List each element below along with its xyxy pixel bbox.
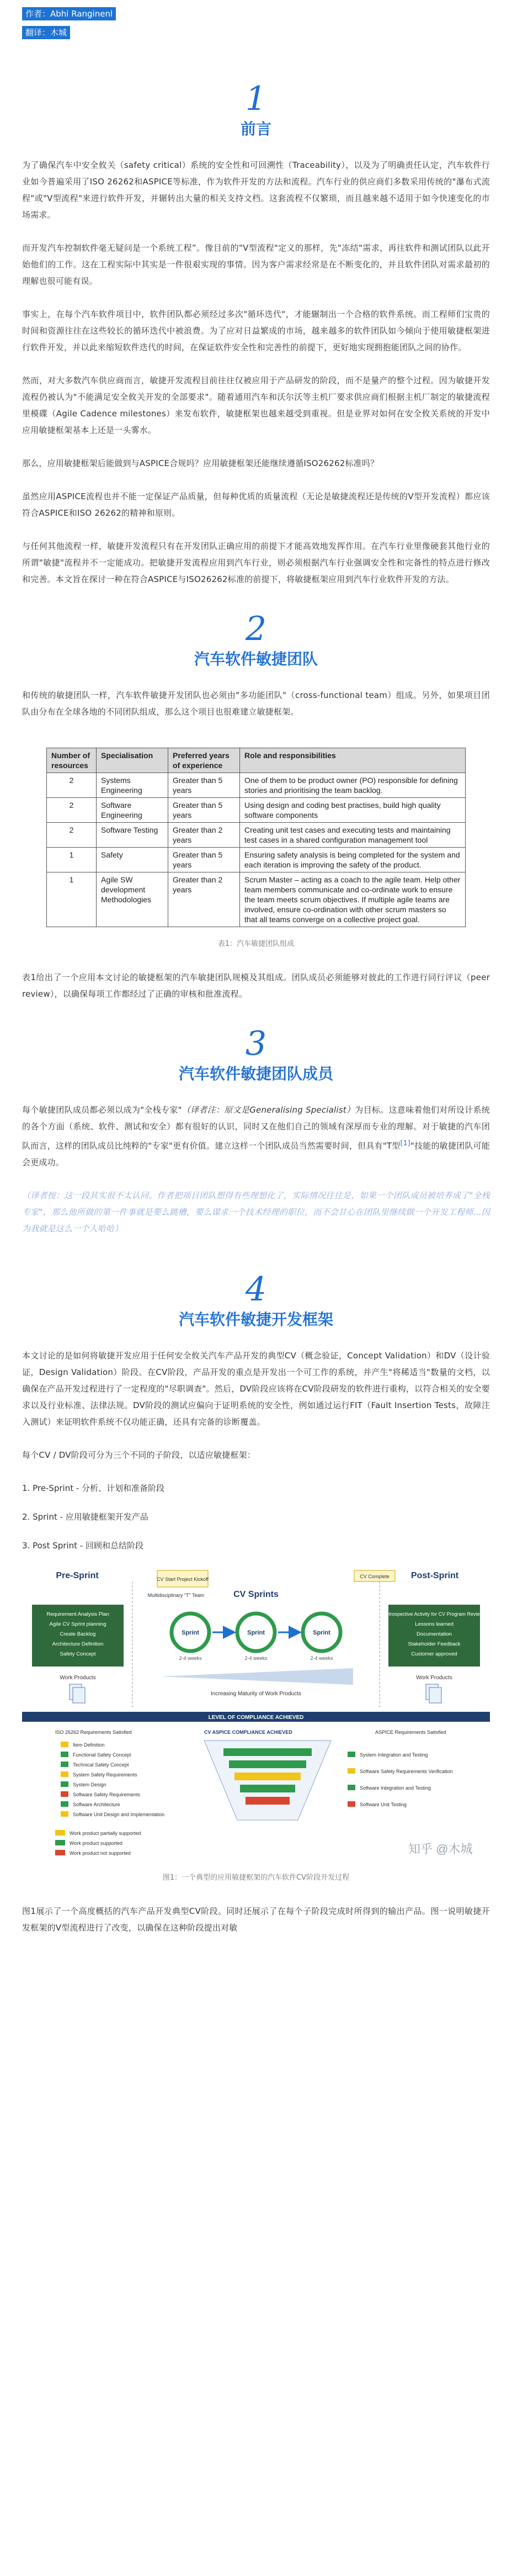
paragraph: 然而，对大多数汽车供应商而言，敏捷开发流程目前往往仅被应用于产品研发的阶段，而不是量产的整个过程。因为敏捷开发流程仍被认为"不能满足安全攸关开发的全部要求"。随着通用汽车和沃尔沃等主机厂要求供应商们根据主机厂制定的敏捷流程里模碟（Agile Cadence milestones）来发布软件，敏捷框架也越来越受到重视。但是业界对如何在安全攸关系统的开发中应用敏捷框架基本上还是一头雾水。 — [22, 375, 490, 435]
sprint-duration: 2-4 weeks — [310, 1655, 333, 1661]
checklist-item: Software Safety Requirements Verification — [360, 1769, 453, 1774]
checklist-item: Software Architecture — [73, 1802, 120, 1807]
post-sprint-item: Documentation — [417, 1631, 452, 1637]
status-swatch — [61, 1742, 68, 1747]
paragraph — [22, 1102, 490, 1171]
legend-swatch — [55, 1850, 65, 1855]
table-cell: 2 — [47, 773, 97, 798]
checklist-item: Software Safety Requirements — [73, 1792, 141, 1797]
work-products-label: Work Products — [60, 1675, 96, 1681]
section-title: 汽车软件敏捷团队成员 — [178, 1065, 333, 1083]
table-cell: Creating unit test cases and executing tests and maintaining test cases in a shared configuration management tool — [240, 823, 466, 848]
checklist-item: System Safety Requirements — [73, 1772, 137, 1778]
pre-sprint-item: Agile CV Sprint planning — [49, 1621, 106, 1627]
pre-sprint-label: Pre-Sprint — [56, 1571, 99, 1580]
status-swatch — [348, 1801, 355, 1807]
paragraph: 本文讨论的是如何将敏捷开发应用于任何安全攸关汽车产品开发的典型CV（概念验证，Concept Validation）和DV（设计验证，Design Validation）阶段。在CV阶段，产品开发的重点是开发出一个可工作的系统，并产生"将稀适当"数量的文档，以确保在产品开发过程进行了一定程度的"尽职调查"。然后，DV阶段应该将在CV阶段研发的软件进行重构，以符合相关的安全要求以及行业标准、法律法规。DV阶段的测试应偏向于证明系统的安全性，例如通过运行FIT（Fault Insertion Tests，故障注入测试）来证明软件系统不仅功能正确，还具有完备的诊断覆盖。 — [22, 1351, 490, 1427]
checklist-item: Software Integration and Testing — [360, 1785, 431, 1791]
compliance-banner-label: LEVEL OF COMPLIANCE ACHIEVED — [208, 1715, 304, 1721]
sprint-label: Sprint — [182, 1630, 199, 1636]
post-sprint-item: Lessons learned — [415, 1621, 454, 1627]
paragraph: 图1展示了一个高度概括的汽车产品开发典型CV阶段。同时还展示了在每个子阶段完成时所得到的输出产品。图一说明敏捷开发框架的V型流程进行了改变，以确保在这种阶段提出对敏 — [22, 1906, 490, 1933]
table-cell: Greater than 2 years — [168, 823, 240, 848]
table-cell: One of them to be product owner (PO) responsible for defining stories and prioritising the team backlog. — [240, 773, 466, 798]
compliance-bar — [240, 1785, 295, 1792]
translator-line: 翻译：木城 — [22, 26, 70, 39]
translator-quote: （译者按：这一段其实很不太认同。作者把项目团队想得有些理想化了，实际情况往往是，如果一个团队成员被培养成了"全栈专家"，那么他所做的第一件事就是要么跳槽，要么谋求一个技术经理的职位，而不会甘心在团队里继续做一个开发工程师...因为我就是这么一个人哈哈） — [22, 1191, 490, 1234]
pre-sprint-item: Architecture Definition — [52, 1641, 104, 1647]
checklist-item: System Design — [73, 1782, 106, 1787]
table-cell: Greater than 2 years — [168, 872, 240, 927]
paragraph: 虽然应用ASPICE流程也并不能一定保证产品质量，但每种优质的质量流程（无论是敏捷流程还是传统的V型开发流程）都应该符合ASPICE和ISO 26262的精神和原则。 — [22, 491, 490, 518]
compliance-bar — [246, 1797, 290, 1805]
table-cell: 1 — [47, 848, 97, 872]
status-swatch — [61, 1781, 68, 1787]
sprint-duration: 2-4 weeks — [244, 1655, 268, 1661]
sprint-label: Sprint — [247, 1630, 265, 1636]
paragraph: 每个CV / DV阶段可分为三个不同的子阶段，以适应敏捷框架： — [22, 1450, 256, 1460]
paragraph: 而开发汽车控制软件毫无疑问是一个系统工程”。像目前的"V型流程"定义的那样，先"冻结"需求，再往软件和测试团队以此开始他们的工作。这在工程实际中其实是一件很艰实现的事情。因为客户需求经常是在不断变化的，并且软件团队对需求最初的理解也很可能有误。 — [22, 243, 490, 286]
team-table-figure — [22, 737, 490, 930]
table-cell: Greater than 5 years — [168, 798, 240, 823]
status-swatch — [61, 1791, 68, 1797]
section-number: 4 — [245, 1270, 267, 1309]
translator-note: （译者注：原文是Generalising Specialist） — [182, 1105, 355, 1115]
standard-label: CV ASPICE COMPLIANCE ACHIEVED — [204, 1729, 292, 1735]
paragraph-text: 每个敏捷团队成员都必须以成为"全栈专家" — [22, 1105, 182, 1115]
standard-label: ISO 26262 Requirements Satisfied — [55, 1729, 132, 1735]
legend-label: Work product supported — [70, 1840, 122, 1846]
team-composition-table — [46, 748, 466, 927]
table-caption: 表1：汽车敏捷团队组成 — [217, 940, 295, 948]
table-cell: Ensuring safety analysis is being completed for the system and each iteration is improving the safety of the product. — [240, 848, 466, 872]
legend-swatch — [55, 1830, 65, 1836]
cv-start-label: CV Start Project Kickoff — [157, 1577, 209, 1582]
author-line: 作者：Abhi Ranginenl — [22, 7, 116, 20]
section-2-header — [22, 610, 490, 670]
paragraph: 那么，应用敏捷框架后能做到与ASPICE合规吗？应用敏捷框架还能继续遵循ISO26262标准吗？ — [22, 458, 379, 468]
status-swatch — [61, 1752, 68, 1757]
section-number: 2 — [245, 610, 267, 648]
table-header-cell: Role and responsibilities — [240, 748, 466, 773]
section-number: 3 — [245, 1024, 267, 1063]
table-cell: 2 — [47, 798, 97, 823]
table-cell: Software Engineering — [97, 798, 168, 823]
table-cell: 1 — [47, 872, 97, 927]
cv-sprints-label: CV Sprints — [233, 1590, 279, 1599]
table-cell: Scrum Master – acting as a coach to the agile team. Help other team members communicate and co-ordinate work to ensure the team meets scrum objectives. If multiple agile teams are involved, ensure co-ordination with other scrum masters so that all teams converge on a collective project goal. — [240, 872, 466, 927]
list-item: 2. Sprint - 应用敏捷框架开发产品 — [22, 1512, 148, 1522]
paragraph: 为了确保汽车中安全攸关（safety critical）系统的安全性和可回溯性（Traceability），以及为了明确责任认定，汽车软件行业如今普遍采用了ISO 26262和ASPICE等标准，作为软件开发的方法和流程。汽车行业的供应商们多数采用传统的"瀑布式流程"或"V型流程"来进行软件开发，并辗转出大量的相关支持文档。这套流程不仅繁琐，而且越来越不适用于如今快速变化的市场需求。 — [22, 160, 490, 220]
document-stack-icon — [73, 1688, 85, 1703]
table-row — [47, 773, 466, 798]
footnote-link[interactable]: [1] — [400, 1139, 410, 1147]
list-item: 1. Pre-Sprint - 分析、计划和准备阶段 — [22, 1483, 165, 1493]
cv-complete-label: CV Complete — [360, 1574, 390, 1579]
compliance-bar — [234, 1773, 301, 1780]
status-swatch — [61, 1771, 68, 1777]
compliance-bar — [223, 1748, 312, 1756]
cv-phase-diagram — [22, 1566, 490, 1864]
table-cell: 2 — [47, 823, 97, 848]
team-label: Multidisciplinary "T" Team — [147, 1593, 204, 1598]
standard-label: ASPICE Requirements Satisfied — [375, 1729, 446, 1735]
legend-label: Work product not supported — [70, 1850, 131, 1856]
work-products-label: Work Products — [416, 1675, 452, 1681]
table-cell: Safety — [97, 848, 168, 872]
post-sprint-item: Customer approved — [411, 1651, 457, 1657]
paragraph: 事实上，在每个汽车软件项目中，软件团队都必须经过多次"循环迭代"，才能辗制出一个合格的软件系统。而工程师们宝贵的时间和资源往往在这些较长的循环迭代中被浪费。为了应对日益繁成的市场，越来越多的软件团队如今倾向于使用敏捷框架进行软件开发，并以此来缩短软件迭代的时间，在保证软件安全性和完善性的前提下，更好地实现拥抱能团队之间的协作。 — [22, 309, 490, 352]
table-cell: Software Testing — [97, 823, 168, 848]
section-1-header — [22, 80, 490, 140]
figure-caption: 图1：一个典型的应用敏捷框架的汽车软件CV阶段开发过程 — [162, 1874, 350, 1882]
sprint-duration: 2-4 weeks — [179, 1655, 202, 1661]
table-header-cell: Preferred years of experience — [168, 748, 240, 773]
section-title: 汽车软件敏捷团队 — [194, 650, 318, 668]
paragraph: 与任何其他流程一样，敏捷开发流程只有在开发团队正确应用的前提下才能高效地发挥作用。在汽车行业里像硬套其他行业的所谓"敏捷"流程并不一定能成功。把敏捷开发流程应用到汽车行业，则必须根据汽车行业强调安全性和完备性的特点进行修改和完善。本文旨在探讨一种在符合ASPICE与ISO26262标准的前提下，将敏捷框架应用到汽车行业软件开发的方法。 — [22, 541, 490, 584]
sprint-label: Sprint — [313, 1630, 330, 1636]
table-row — [47, 798, 466, 823]
checklist-item: Functional Safety Concept — [73, 1752, 131, 1758]
table-cell: Agile SW development Methodologies — [97, 872, 168, 927]
paragraph-text: 为目标。这意味着他们对所设计系统的各个方面（系统、软件、测试和安全）都有很好的认识，同时又在他们自己的领域有深厚而专业的理解。对于敏捷的汽车团队而言，这样的团队成员比纯粹的"专家"更有价值。建立这样一个团队成员当然需要时间，但具有"T型 — [22, 1105, 490, 1151]
watermark: 知乎 @木城 — [408, 1842, 473, 1856]
table-cell: Using design and coding best practises, build high quality software components — [240, 798, 466, 823]
table-header-row — [47, 748, 466, 773]
table-cell: Systems Engineering — [97, 773, 168, 798]
table-row — [47, 848, 466, 872]
table-row — [47, 872, 466, 927]
pre-sprint-item: Requirement Analysis Plan — [46, 1611, 109, 1617]
document-stack-icon — [429, 1688, 441, 1703]
maturity-label: Increasing Maturity of Work Products — [211, 1691, 301, 1697]
legend-swatch — [55, 1840, 65, 1845]
paragraph: 表1给出了一个应用本文讨论的敏捷框架的汽车敏捷团队规模及其组成。团队成员必须能够对彼此的工作进行同行评议（peer review），以确保每项工作都经过了正确的审核和批准流程。 — [22, 972, 490, 999]
status-swatch — [61, 1762, 68, 1767]
checklist-item: Software Unit Design and Implementation — [73, 1812, 165, 1817]
checklist-item: System Integration and Testing — [360, 1752, 428, 1758]
legend-label: Work product partially supported — [70, 1831, 141, 1836]
table-cell: Greater than 5 years — [168, 848, 240, 872]
table-header-cell: Specialisation — [97, 748, 168, 773]
section-4-header — [22, 1270, 490, 1331]
status-swatch — [348, 1768, 355, 1774]
section-title: 前言 — [240, 120, 271, 138]
post-sprint-item: Stakeholder Feedback — [408, 1641, 461, 1647]
table-row — [47, 823, 466, 848]
checklist-item: Item Definition — [73, 1742, 105, 1748]
checklist-item: Technical Safety Concept — [73, 1762, 129, 1768]
section-number: 1 — [245, 80, 267, 118]
compliance-bar — [229, 1760, 306, 1768]
list-item: 3. Post Sprint - 回顾和总结阶段 — [22, 1541, 143, 1551]
article-meta — [22, 0, 490, 41]
post-sprint-item: Retrospective Activity for CV Program Reviews — [382, 1611, 486, 1617]
status-swatch — [348, 1785, 355, 1790]
status-swatch — [61, 1801, 68, 1807]
checklist-item: Software Unit Testing — [360, 1802, 407, 1807]
status-swatch — [348, 1752, 355, 1757]
status-swatch — [61, 1811, 68, 1817]
section-3-header — [22, 1024, 490, 1085]
section-title: 汽车软件敏捷开发框架 — [178, 1310, 333, 1329]
pre-sprint-item: Safety Concept — [60, 1651, 96, 1657]
paragraph: 和传统的敏捷团队一样，汽车软件敏捷开发团队也必须由"多功能团队"（cross-functional team）组成。另外，如果项目团队由分布在全球各地的不同团队组成，那么这个项目也很难建立敏捷框架。 — [22, 690, 490, 717]
post-sprint-label: Post-Sprint — [410, 1571, 459, 1580]
paragraph-text: "技能的敏捷团队可能会更成功。 — [22, 1141, 490, 1167]
table-cell: Greater than 5 years — [168, 773, 240, 798]
table-header-cell: Number of resources — [47, 748, 97, 773]
pre-sprint-item: Create Backlog — [60, 1631, 96, 1637]
